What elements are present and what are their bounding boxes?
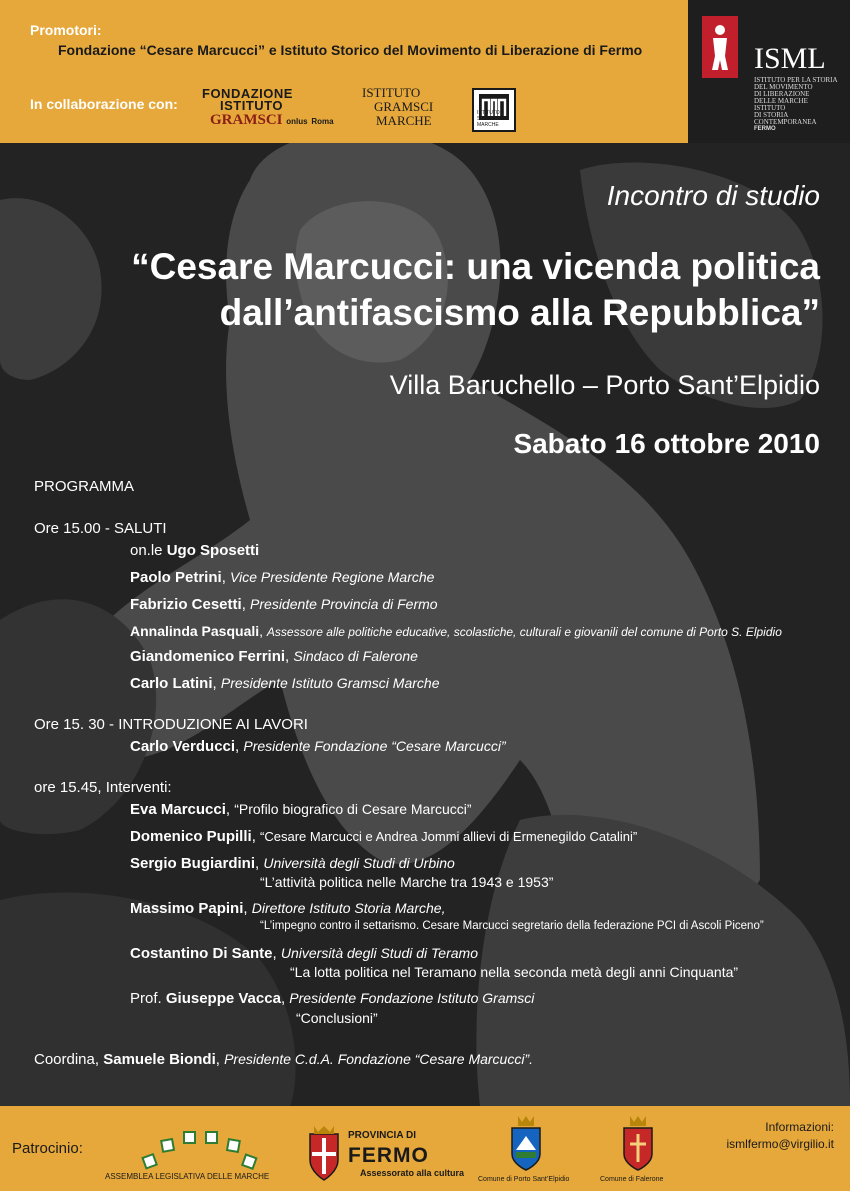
isml-sub-line: DEL MOVIMENTO xyxy=(754,83,813,91)
event-title-line2: dall’antifascismo alla Repubblica” xyxy=(219,292,820,333)
speaker-name: Massimo Papini xyxy=(130,900,244,917)
speaker-name: Paolo Petrini xyxy=(130,569,222,586)
program-item: Costantino Di Sante, Università degli Studi di Teramo xyxy=(130,945,478,962)
program-label: PROGRAMMA xyxy=(34,478,135,495)
logo-igm-line3: MARCHE xyxy=(376,113,432,128)
speaker-role: Presidente Provincia di Fermo xyxy=(250,596,438,612)
isml-sub-line: DI LIBERAZIONE xyxy=(754,90,810,98)
program-item: Massimo Papini, Direttore Istituto Storia Marche, xyxy=(130,900,446,917)
isml-sub-line: CONTEMPORANEA xyxy=(754,118,817,126)
logo-gramsci-roma: Roma xyxy=(311,117,334,126)
program-item: Prof. Giuseppe Vacca, Presidente Fondazione Istituto Gramsci xyxy=(130,990,535,1007)
talk-title: “L’impegno contro il settarismo. Cesare Marcucci segretario della federazione PCI di Ascoli Piceno” xyxy=(260,920,764,932)
speaker-name: Costantino Di Sante xyxy=(130,945,273,962)
speaker-name: Ugo Sposetti xyxy=(166,542,260,559)
program-item: Annalinda Pasquali, Assessore alle politiche educative, scolastiche, culturali e giovanili del comune di Porto S. Elpidio xyxy=(130,623,782,639)
session-time: Ore 15.00 - SALUTI xyxy=(34,520,167,537)
speaker-name: Giandomenico Ferrini xyxy=(130,648,286,665)
info-label: Informazioni: xyxy=(765,1120,834,1134)
speaker-name: Giuseppe Vacca xyxy=(165,990,281,1007)
talk-title: “L’attività politica nelle Marche tra 1943 e 1953” xyxy=(260,874,554,890)
assemblea-logo-icon xyxy=(140,1124,260,1170)
logo-igm-line1: ISTITUTO xyxy=(362,85,421,100)
speaker-role: Direttore Istituto Storia Marche, xyxy=(251,900,446,916)
coordinator-role: Presidente C.d.A. Fondazione “Cesare Marcucci”. xyxy=(224,1051,534,1067)
logo-m-caption: ISTITUTO STORIA MARCHE xyxy=(477,110,500,128)
program-item: Giandomenico Ferrini, Sindaco di Falerone xyxy=(130,648,418,665)
speaker-name: Eva Marcucci xyxy=(130,801,226,818)
speaker-role: Vice Presidente Regione Marche xyxy=(230,569,435,585)
falerone-crest-icon xyxy=(620,1114,656,1172)
speaker-name: Fabrizio Cesetti xyxy=(130,596,242,613)
speaker-role: Università degli Studi di Teramo xyxy=(280,945,478,961)
session-time: Ore 15. 30 - INTRODUZIONE AI LAVORI xyxy=(34,716,308,733)
promotori-text: Fondazione “Cesare Marcucci” e Istituto Storico del Movimento di Liberazione di Fermo xyxy=(58,42,643,58)
coordinator-prefix: Coordina, xyxy=(34,1051,104,1068)
logo-gramsci-line1: FONDAZIONE xyxy=(202,86,293,101)
program-item: Sergio Bugiardini, Università degli Studi di Urbino xyxy=(130,855,455,872)
speaker-prefix: on.le xyxy=(130,542,167,559)
collab-label: In collaborazione con: xyxy=(30,96,178,112)
logo-istituto-gramsci-marche xyxy=(362,86,442,134)
session-time: ore 15.45, Interventi: xyxy=(34,779,172,796)
event-type: Incontro di studio xyxy=(606,180,820,211)
speaker-role: Sindaco di Falerone xyxy=(293,648,418,664)
isml-sub-line: ISTITUTO xyxy=(754,104,786,112)
program-item xyxy=(130,542,259,559)
speaker-name: Carlo Latini xyxy=(130,675,213,692)
logo-gramsci-line3: GRAMSCI xyxy=(210,112,283,128)
provincia-title: PROVINCIA DI xyxy=(348,1130,416,1141)
speaker-role: Assessore alle politiche educative, scolastiche, culturali e giovanili del comune di Porto S. Elpidio xyxy=(266,625,782,639)
provincia-assessorato: Assessorato alla cultura xyxy=(360,1168,465,1178)
program-item: Paolo Petrini, Vice Presidente Regione Marche xyxy=(130,569,435,586)
provincia-name: FERMO xyxy=(348,1144,429,1167)
logo-gramsci-onlus: onlus xyxy=(286,117,308,126)
event-venue: Villa Baruchello – Porto Sant’Elpidio xyxy=(389,370,820,400)
coordinator-name: Samuele Biondi xyxy=(103,1051,216,1068)
logo-igm-line2: GRAMSCI xyxy=(374,99,434,114)
talk-title: “Profilo biografico di Cesare Marcucci” xyxy=(234,801,472,817)
speaker-role: Presidente Fondazione “Cesare Marcucci” xyxy=(243,738,506,754)
promotori-label: Promotori: xyxy=(30,22,102,38)
patrocinio-label: Patrocinio: xyxy=(12,1140,83,1157)
speaker-role: Università degli Studi di Urbino xyxy=(263,855,455,871)
logo-istituto-storia-marche xyxy=(472,88,516,132)
program-item: Carlo Latini, Presidente Istituto Gramsci Marche xyxy=(130,675,440,692)
isml-sub-line: DELLE MARCHE xyxy=(754,97,808,105)
logo-fondazione-gramsci xyxy=(202,88,334,132)
assemblea-label: ASSEMBLEA LEGISLATIVA DELLE MARCHE xyxy=(105,1172,270,1181)
header-band xyxy=(0,0,688,143)
speaker-role: Presidente Istituto Gramsci Marche xyxy=(220,675,440,691)
speaker-role: Presidente Fondazione Istituto Gramsci xyxy=(289,990,535,1006)
speaker-name: Carlo Verducci xyxy=(130,738,236,755)
program-item: Carlo Verducci, Presidente Fondazione “Cesare Marcucci” xyxy=(130,738,506,755)
program-item: Domenico Pupilli, “Cesare Marcucci e Andrea Jommi allievi di Ermenegildo Catalini” xyxy=(130,828,638,845)
provincia-fermo-crest-icon xyxy=(304,1124,344,1182)
speaker-name: Annalinda Pasquali xyxy=(130,623,260,639)
logo-gramsci-line2: ISTITUTO xyxy=(220,98,283,113)
info-email[interactable]: ismlfermo@virgilio.it xyxy=(726,1137,834,1151)
program-item: Eva Marcucci, “Profilo biografico di Cesare Marcucci” xyxy=(130,801,472,818)
isml-name: ISML xyxy=(754,42,826,75)
isml-fermo: FERMO xyxy=(754,126,776,132)
isml-logo xyxy=(688,0,850,143)
program-item: Fabrizio Cesetti, Presidente Provincia di Fermo xyxy=(130,596,438,613)
comune-porto-sant-elpidio: Comune di Porto Sant’Elpidio xyxy=(478,1176,570,1183)
speaker-name: Domenico Pupilli xyxy=(130,828,252,845)
talk-title: “Cesare Marcucci e Andrea Jommi allievi di Ermenegildo Catalini” xyxy=(260,829,638,844)
coordinator: Coordina, Samuele Biondi, Presidente C.d.A. Fondazione “Cesare Marcucci”. xyxy=(34,1051,534,1068)
isml-sub-line: DI STORIA xyxy=(754,111,789,119)
isml-subtitle xyxy=(754,77,838,126)
isml-sub-line: ISTITUTO PER LA STORIA xyxy=(754,76,838,84)
speaker-prefix: Prof. xyxy=(130,990,166,1007)
event-title-line1: “Cesare Marcucci: una vicenda politica xyxy=(131,246,820,287)
footer-band xyxy=(0,1106,850,1191)
isml-figure-icon xyxy=(708,22,732,72)
comune-falerone: Comune di Falerone xyxy=(600,1176,664,1183)
talk-title: “La lotta politica nel Teramano nella seconda metà degli anni Cinquanta” xyxy=(290,964,739,980)
speaker-name: Sergio Bugiardini xyxy=(130,855,256,872)
talk-title: “Conclusioni” xyxy=(296,1010,378,1026)
event-date: Sabato 16 ottobre 2010 xyxy=(513,428,820,459)
porto-sant-elpidio-crest-icon xyxy=(508,1114,544,1172)
